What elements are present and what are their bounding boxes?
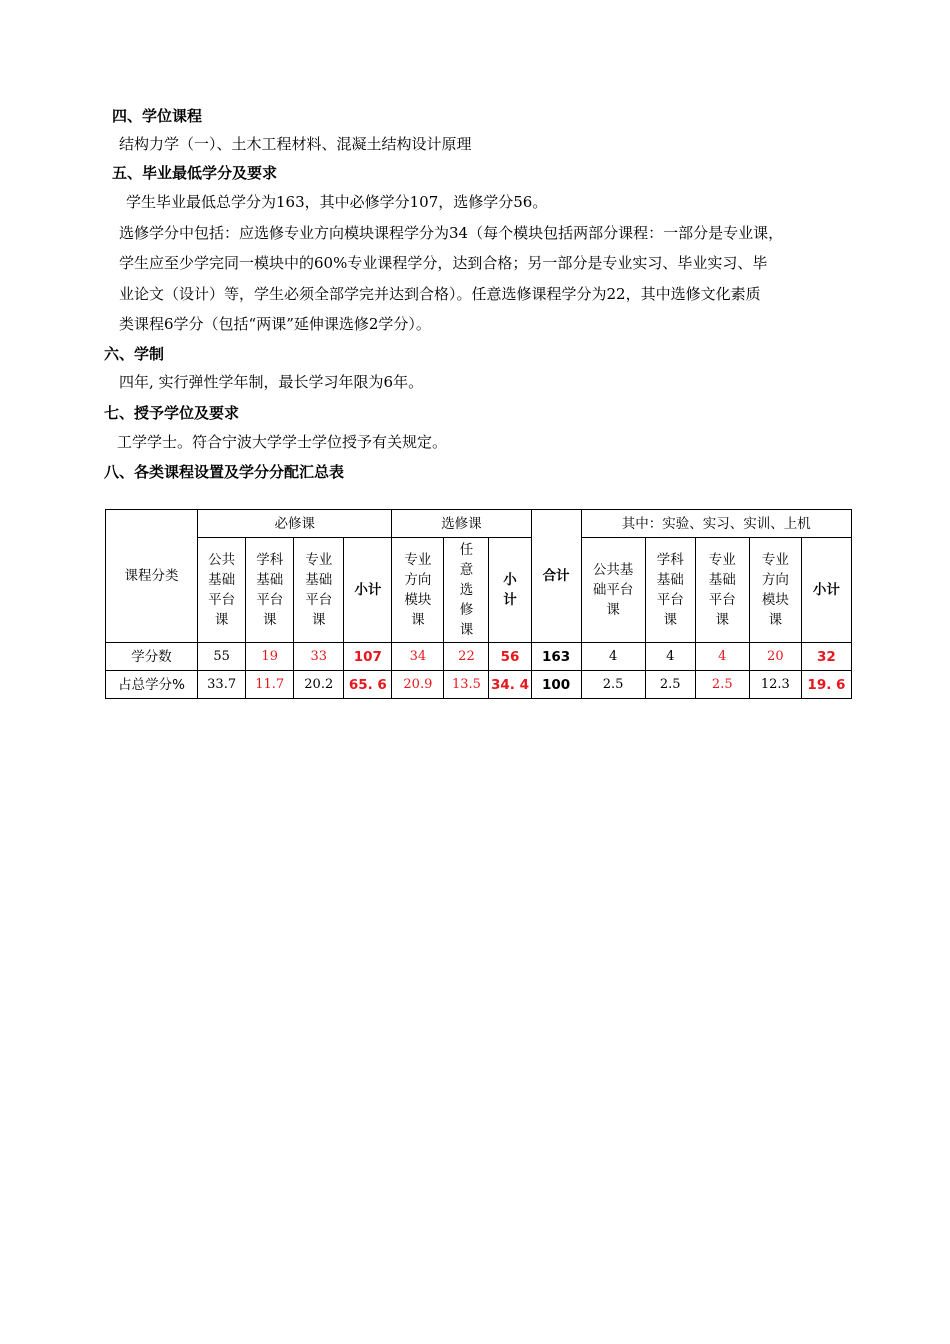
row-label: 学分数 bbox=[106, 643, 198, 671]
required-header: 必修课 bbox=[198, 510, 392, 538]
column-header-elective-2: 任 意 选 修 课 bbox=[444, 538, 489, 643]
section-7-title: 七、授予学位及要求 bbox=[104, 404, 240, 422]
table-cell: 33.7 bbox=[198, 671, 246, 699]
section-5-line-1: 学生毕业最低总学分为163，其中必修学分107，选修学分56。 bbox=[126, 193, 548, 211]
section-5-line-2: 选修学分中包括：应选修专业方向模块课程学分为34（每个模块包括两部分课程：一部分是专业课， bbox=[119, 224, 784, 242]
table-cell: 22 bbox=[444, 643, 489, 671]
section-5-line-4: 业论文（设计）等，学生必须全部学完并达到合格）。任意选修课程学分为22，其中选修文化素质 bbox=[119, 285, 761, 303]
section-5-title: 五、毕业最低学分及要求 bbox=[112, 164, 278, 182]
column-header-elective-3: 小 计 bbox=[489, 538, 531, 643]
category-header: 课程分类 bbox=[106, 510, 198, 643]
table-cell: 12.3 bbox=[749, 671, 801, 699]
table-cell: 2.5 bbox=[581, 671, 645, 699]
table-cell: 19 bbox=[246, 643, 294, 671]
table-cell: 100 bbox=[531, 671, 581, 699]
table-cell: 163 bbox=[531, 643, 581, 671]
total-header: 合计 bbox=[531, 510, 581, 643]
column-header-practice-1: 公共基 础平台 课 bbox=[581, 538, 645, 643]
table-cell: 13.5 bbox=[444, 671, 489, 699]
section-4-title: 四、学位课程 bbox=[112, 107, 203, 125]
table-cell: 19. 6 bbox=[801, 671, 851, 699]
table-cell: 20.2 bbox=[294, 671, 344, 699]
table-row bbox=[106, 671, 852, 699]
table-cell: 20.9 bbox=[392, 671, 444, 699]
table-cell: 56 bbox=[489, 643, 531, 671]
column-header-required-1: 公共 基础 平台 课 bbox=[198, 538, 246, 643]
table-cell: 11.7 bbox=[246, 671, 294, 699]
practice-header: 其中：实验、实习、实训、上机 bbox=[581, 510, 851, 538]
section-7-text: 工学学士。符合宁波大学学士学位授予有关规定。 bbox=[117, 433, 448, 451]
table-cell: 20 bbox=[749, 643, 801, 671]
table-cell: 2.5 bbox=[695, 671, 749, 699]
column-header-practice-3: 专业 基础 平台 课 bbox=[695, 538, 749, 643]
section-4-text: 结构力学（一）、土木工程材料、混凝土结构设计原理 bbox=[119, 135, 472, 153]
elective-header: 选修课 bbox=[392, 510, 531, 538]
section-6-text: 四年, 实行弹性学年制，最长学习年限为6年。 bbox=[119, 373, 424, 391]
table-cell: 33 bbox=[294, 643, 344, 671]
column-header-required-2: 学科 基础 平台 课 bbox=[246, 538, 294, 643]
section-5-line-5: 类课程6学分（包括“两课”延伸课选修2学分）。 bbox=[119, 315, 431, 333]
table-cell: 107 bbox=[344, 643, 392, 671]
section-6-title: 六、学制 bbox=[104, 345, 165, 363]
column-header-required-3: 专业 基础 平台 课 bbox=[294, 538, 344, 643]
column-header-elective-1: 专业 方向 模块 课 bbox=[392, 538, 444, 643]
table-cell: 32 bbox=[801, 643, 851, 671]
column-header-practice-4: 专业 方向 模块 课 bbox=[749, 538, 801, 643]
table-cell: 34. 4 bbox=[489, 671, 531, 699]
table-row bbox=[106, 643, 852, 671]
column-header-practice-2: 学科 基础 平台 课 bbox=[645, 538, 695, 643]
table-cell: 34 bbox=[392, 643, 444, 671]
table-cell: 55 bbox=[198, 643, 246, 671]
table-cell: 65. 6 bbox=[344, 671, 392, 699]
section-8-title: 八、各类课程设置及学分分配汇总表 bbox=[104, 463, 345, 481]
column-header-required-4: 小计 bbox=[344, 538, 392, 643]
table-cell: 4 bbox=[645, 643, 695, 671]
table-cell: 4 bbox=[695, 643, 749, 671]
column-header-practice-5: 小计 bbox=[801, 538, 851, 643]
table-cell: 2.5 bbox=[645, 671, 695, 699]
row-label: 占总学分% bbox=[106, 671, 198, 699]
section-5-line-3: 学生应至少学完同一模块中的60%专业课程学分，达到合格；另一部分是专业实习、毕业实习、毕 bbox=[119, 254, 768, 272]
credit-summary-table bbox=[105, 509, 852, 699]
table-cell: 4 bbox=[581, 643, 645, 671]
